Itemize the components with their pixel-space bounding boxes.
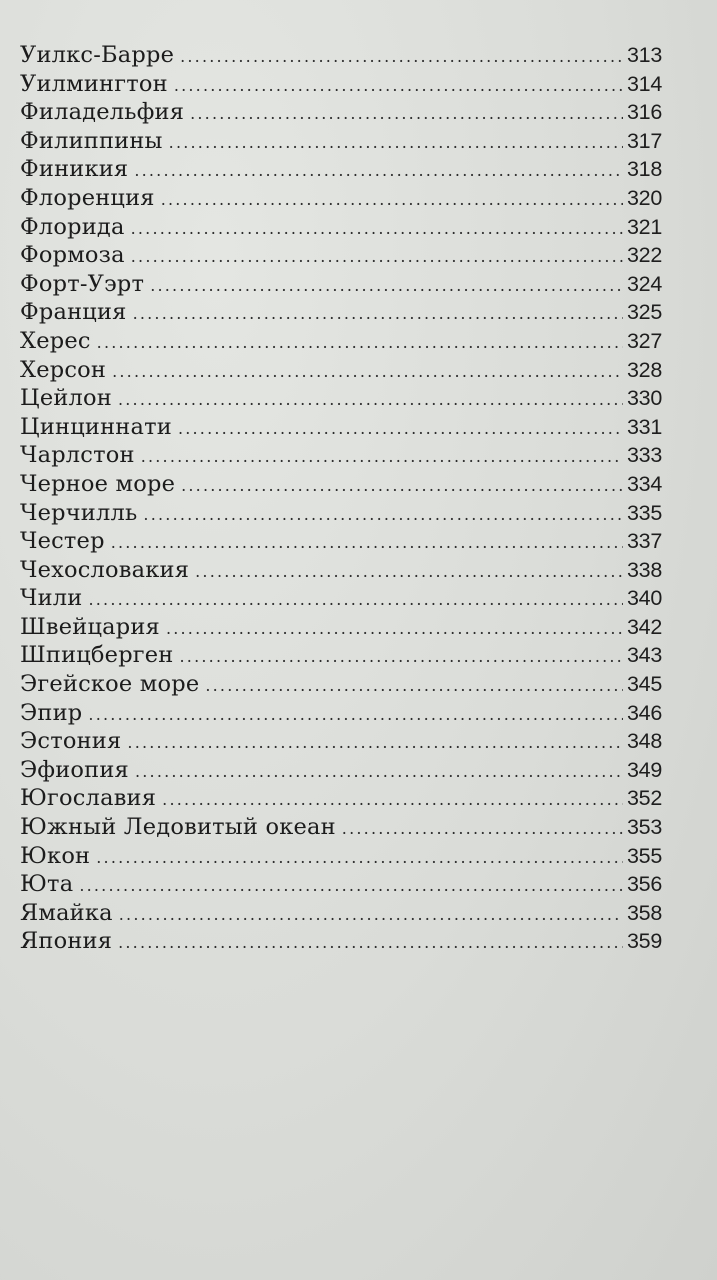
toc-entry-page-number: 345 [627,672,662,697]
toc-entry-title: Формоза [20,242,125,269]
toc-entry-title: Франция [20,299,127,326]
toc-entry-page-number: 353 [627,815,662,840]
toc-entry-title: Эстония [20,728,122,755]
toc-entry-page-number: 320 [627,185,662,210]
toc-entry-page-number: 322 [627,243,662,268]
toc-entry [20,42,662,71]
toc-entry [20,71,662,100]
toc-entry-title: Уилмингтон [20,70,168,97]
toc-entry-page-number: 328 [627,357,662,382]
toc-dot-leader [143,505,623,524]
toc-dot-leader [88,590,623,609]
toc-entry-title: Филадельфия [20,99,185,126]
toc-entry [20,242,662,271]
toc-entry-page-number: 340 [627,586,662,611]
toc-entry-page-number: 318 [627,157,662,182]
toc-dot-leader [88,705,623,724]
toc-entry-title: Херсон [20,356,107,383]
toc-entry [20,442,662,471]
toc-entry-title: Цинциннати [20,413,172,440]
toc-dot-leader [166,619,623,638]
toc-entry-page-number: 316 [627,100,662,125]
toc-entry [20,728,662,757]
toc-dot-leader [174,76,623,95]
toc-entry-page-number: 348 [627,729,662,754]
toc-dot-leader [180,647,624,666]
toc-entry [20,471,662,500]
toc-dot-leader [342,819,623,838]
toc-entry-page-number: 313 [627,43,662,67]
toc-entry-title: Филиппины [20,127,163,154]
toc-entry-title: Юта [20,871,74,898]
toc-entry-page-number: 355 [627,843,662,868]
toc-entry [20,414,662,443]
toc-dot-leader [111,533,623,552]
toc-entry-title: Югославия [20,785,157,812]
toc-entry [20,214,662,243]
toc-entry [20,871,662,900]
toc-dot-leader [150,276,623,295]
toc-dot-leader [127,733,623,752]
toc-entry [20,385,662,414]
toc-entry-title: Южный Ледовитый океан [20,814,336,841]
toc-entry-page-number: 352 [627,786,662,811]
toc-dot-leader [118,390,623,409]
toc-entry-page-number: 314 [627,71,662,96]
toc-entry [20,585,662,614]
toc-entry-title: Эпир [20,699,83,726]
toc-entry-page-number: 330 [627,386,662,411]
toc-entry-page-number: 331 [627,414,662,439]
toc-entry-title: Финикия [20,156,129,183]
toc-entry [20,328,662,357]
toc-entry-title: Чарлстон [20,442,135,469]
toc-dot-leader [131,219,623,238]
toc-entry [20,785,662,814]
toc-dot-leader [135,762,623,781]
toc-entry-title: Швейцария [20,613,160,640]
toc-dot-leader [96,848,623,867]
toc-dot-leader [134,161,623,180]
toc-entry-title: Шпицберген [20,642,174,669]
toc-entry [20,700,662,729]
toc-dot-leader [178,419,623,438]
toc-dot-leader [169,133,623,152]
toc-entry-page-number: 337 [627,529,662,554]
toc-entry [20,757,662,786]
toc-dot-leader [118,933,623,952]
toc-dot-leader [161,190,623,209]
toc-entry-page-number: 325 [627,300,662,325]
toc-entry-title: Чили [20,585,83,612]
toc-entry [20,128,662,157]
toc-entry-title: Форт-Уэрт [20,270,145,297]
toc-entry [20,99,662,128]
toc-entry-page-number: 359 [627,929,662,954]
toc-entry [20,500,662,529]
toc-dot-leader [119,905,623,924]
toc-entry [20,271,662,300]
toc-dot-leader [141,447,623,466]
toc-entry [20,557,662,586]
toc-dot-leader [190,104,623,123]
toc-dot-leader [79,876,623,895]
toc-entry [20,299,662,328]
toc-entry-page-number: 356 [627,872,662,897]
toc-entry-page-number: 349 [627,757,662,782]
toc-entry [20,671,662,700]
toc-dot-leader [133,304,623,323]
toc-dot-leader [195,562,623,581]
toc-entry-title: Черное море [20,470,176,497]
toc-entry-page-number: 334 [627,471,662,496]
toc-entry-page-number: 338 [627,557,662,582]
toc-entry [20,814,662,843]
toc-entry [20,528,662,557]
toc-entry-title: Чехословакия [20,556,190,583]
toc-entry-title: Япония [20,928,113,955]
toc-entry [20,928,662,957]
toc-dot-leader [112,362,623,381]
toc-entry-title: Флорида [20,213,125,240]
toc-dot-leader [181,476,623,495]
toc-entry-title: Черчилль [20,499,138,526]
toc-entry-title: Цейлон [20,385,112,412]
toc-entry-title: Ямайка [20,899,113,926]
toc-entry-title: Херес [20,327,91,354]
table-of-contents [20,42,662,957]
toc-entry-page-number: 342 [627,614,662,639]
toc-dot-leader [97,333,623,352]
toc-dot-leader [162,790,623,809]
toc-entry-page-number: 335 [627,500,662,525]
toc-entry-title: Эгейское море [20,671,200,698]
toc-entry-page-number: 327 [627,328,662,353]
toc-entry-page-number: 346 [627,700,662,725]
toc-entry-title: Флоренция [20,184,155,211]
toc-entry-page-number: 317 [627,128,662,153]
toc-dot-leader [131,247,623,266]
toc-dot-leader [180,47,623,66]
toc-entry-title: Эфиопия [20,756,129,783]
toc-entry-title: Уилкс-Барре [20,42,175,68]
toc-entry-title: Честер [20,528,105,555]
toc-entry [20,156,662,185]
toc-entry-title: Юкон [20,842,91,869]
toc-entry [20,900,662,929]
toc-entry-page-number: 324 [627,271,662,296]
toc-dot-leader [205,676,623,695]
toc-entry [20,185,662,214]
toc-entry [20,614,662,643]
toc-entry-page-number: 333 [627,443,662,468]
toc-entry-page-number: 321 [627,214,662,239]
toc-entry [20,843,662,872]
toc-entry-page-number: 343 [627,643,662,668]
toc-entry-page-number: 358 [627,900,662,925]
toc-entry [20,357,662,386]
toc-entry [20,642,662,671]
